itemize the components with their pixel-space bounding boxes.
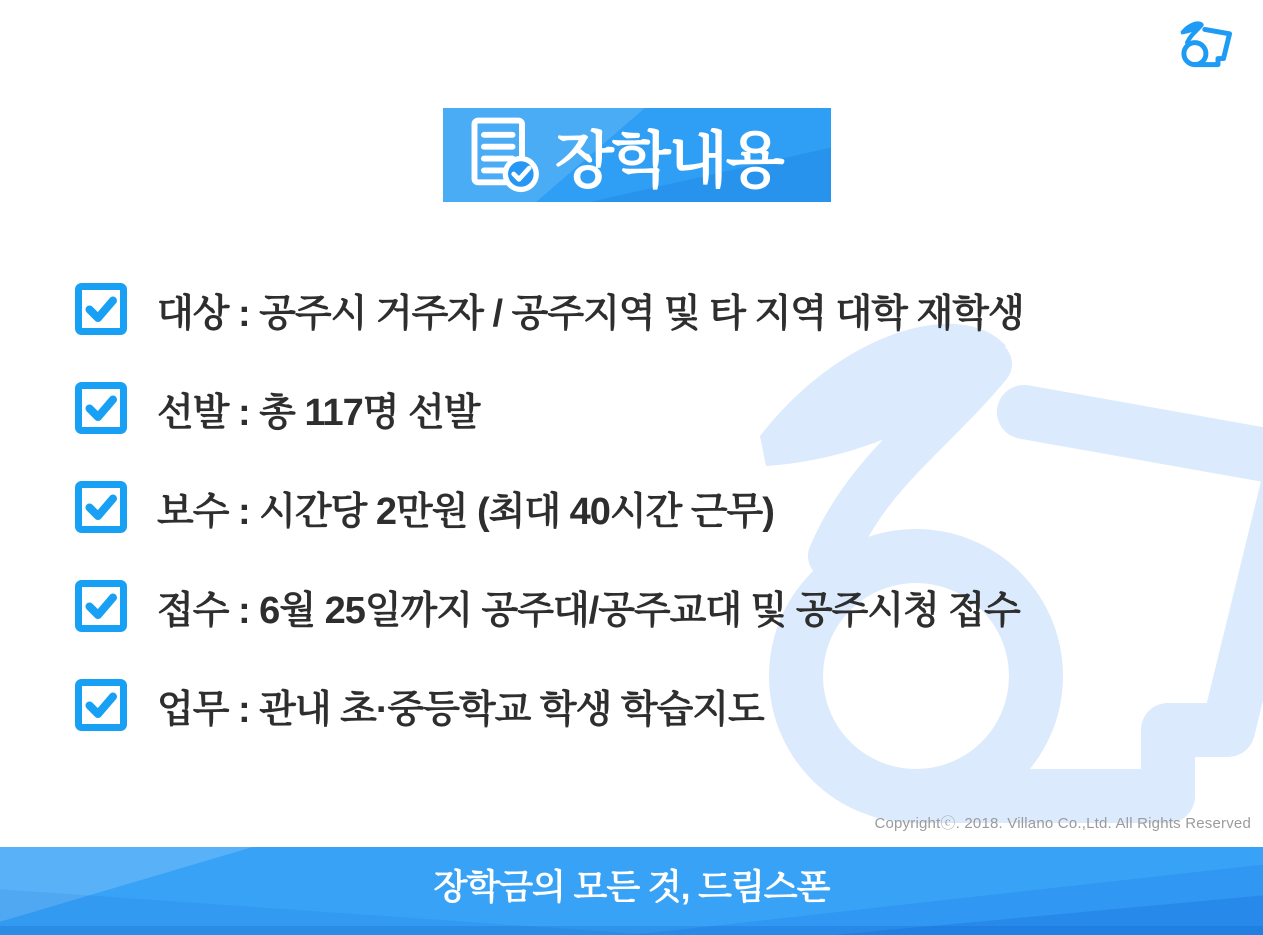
list-item [75,382,1024,434]
list-item [75,580,1024,632]
list-item-text: 업무 : 관내 초·중등학교 학생 학습지도 [157,688,764,731]
checkbox-checked-icon [75,481,127,533]
copyright-notice: Copyrightⓒ. 2018. Villano Co.,Ltd. All Rights Reserved [874,815,1251,832]
list-item [75,679,1024,731]
checklist [75,283,1024,731]
checkbox-checked-icon [75,679,127,731]
page-title: 장학내용 [555,125,783,194]
document-check-icon [465,117,541,193]
checkbox-checked-icon [75,580,127,632]
list-item [75,283,1024,335]
footer-bar [0,847,1263,935]
quill-paper-logo-icon [1174,18,1240,76]
title-banner [443,108,831,202]
checkbox-checked-icon [75,283,127,335]
checkbox-checked-icon [75,382,127,434]
list-item [75,481,1024,533]
list-item-text: 보수 : 시간당 2만원 (최대 40시간 근무) [157,490,774,533]
footer-tagline: 장학금의 모든 것, 드림스폰 [433,868,830,907]
list-item-text: 선발 : 총 117명 선발 [157,391,480,434]
list-item-text: 대상 : 공주시 거주자 / 공주지역 및 타 지역 대학 재학생 [157,292,1024,335]
list-item-text: 접수 : 6월 25일까지 공주대/공주교대 및 공주시청 접수 [157,589,1020,632]
